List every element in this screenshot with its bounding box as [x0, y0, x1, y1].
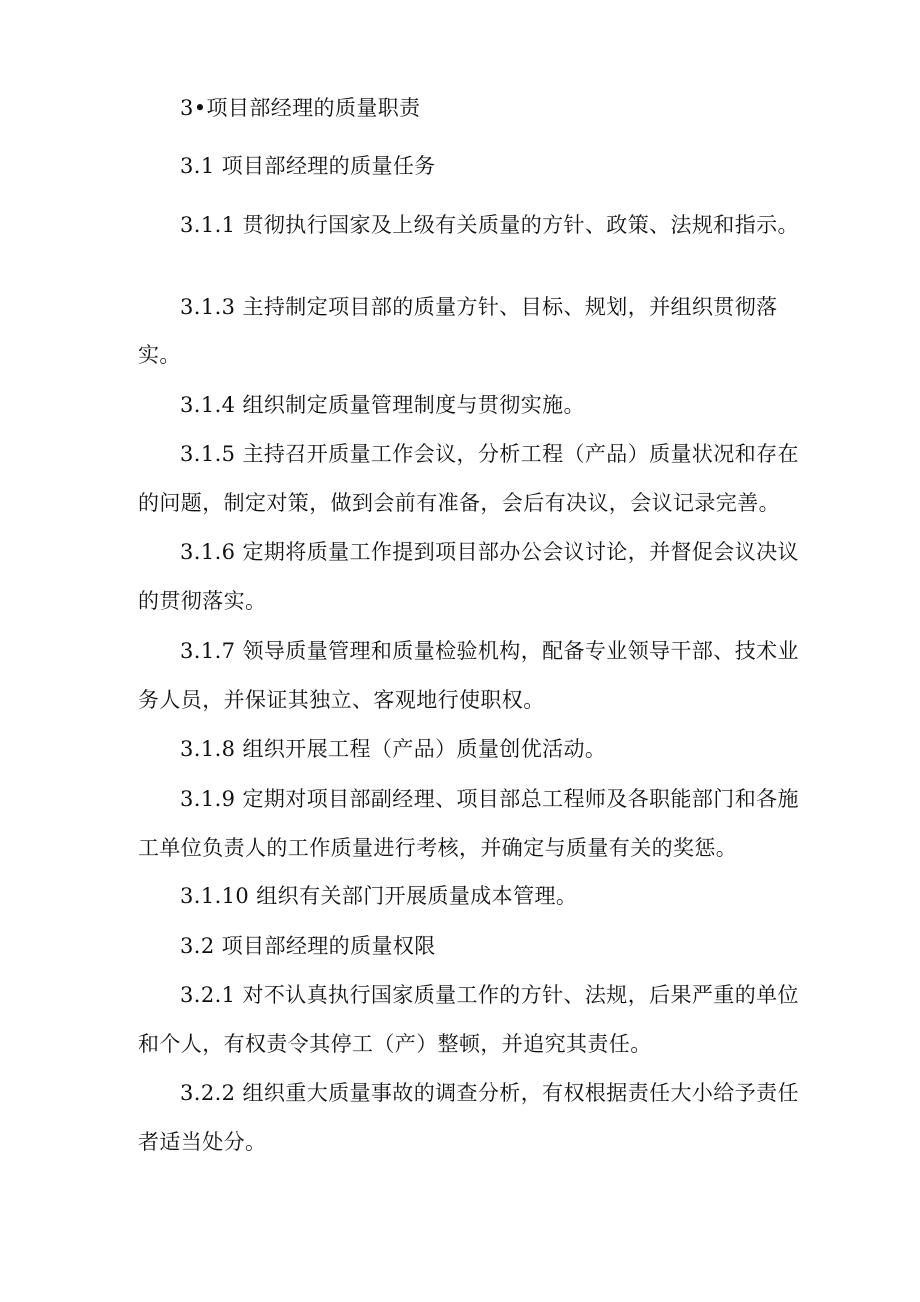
- item-3-1-1: 3.1.1 贯彻执行国家及上级有关质量的方针、政策、法规和指示。: [180, 213, 799, 237]
- item-3-1-3-line2: 实。: [138, 343, 181, 367]
- item-3-1-9-line2: 工单位负责人的工作质量进行考核，并确定与质量有关的奖惩。: [138, 836, 738, 860]
- item-3-1-7-line1: 3.1.7 领导质量管理和质量检验机构，配备专业领导干部、技术业: [180, 639, 799, 663]
- item-3-1-10: 3.1.10 组织有关部门开展质量成本管理。: [180, 884, 578, 908]
- section-heading: 3•项目部经理的质量职责: [180, 96, 421, 120]
- item-3-1-3-line1: 3.1.3 主持制定项目部的质量方针、目标、规划，并组织贯彻落: [180, 295, 778, 319]
- item-3-2-1-line2: 和个人，有权责令其停工（产）整顿，并追究其责任。: [138, 1032, 652, 1056]
- item-3-1-9-line1: 3.1.9 定期对项目部副经理、项目部总工程师及各职能部门和各施: [180, 787, 799, 811]
- subsection-title-3-1: 3.1 项目部经理的质量任务: [180, 154, 436, 178]
- item-3-2-2-line1: 3.2.2 组织重大质量事故的调查分析，有权根据责任大小给予责任: [180, 1081, 799, 1105]
- item-3-1-6-line2: 的贯彻落实。: [138, 589, 267, 613]
- item-3-1-4: 3.1.4 组织制定质量管理制度与贯彻实施。: [180, 393, 585, 417]
- item-3-2-1-line1: 3.2.1 对不认真执行国家质量工作的方针、法规，后果严重的单位: [180, 983, 799, 1007]
- subsection-title-3-2: 3.2 项目部经理的质量权限: [180, 934, 436, 958]
- item-3-1-6-line1: 3.1.6 定期将质量工作提到项目部办公会议讨论，并督促会议决议: [180, 540, 799, 564]
- item-3-1-5-line1: 3.1.5 主持召开质量工作会议，分析工程（产品）质量状况和存在: [180, 442, 799, 466]
- item-3-2-2-line2: 者适当处分。: [138, 1130, 267, 1154]
- item-3-1-7-line2: 务人员，并保证其独立、客观地行使职权。: [138, 688, 545, 712]
- item-3-1-8: 3.1.8 组织开展工程（产品）质量创优活动。: [180, 737, 607, 761]
- item-3-1-5-line2: 的问题，制定对策，做到会前有准备，会后有决议，会议记录完善。: [138, 491, 780, 515]
